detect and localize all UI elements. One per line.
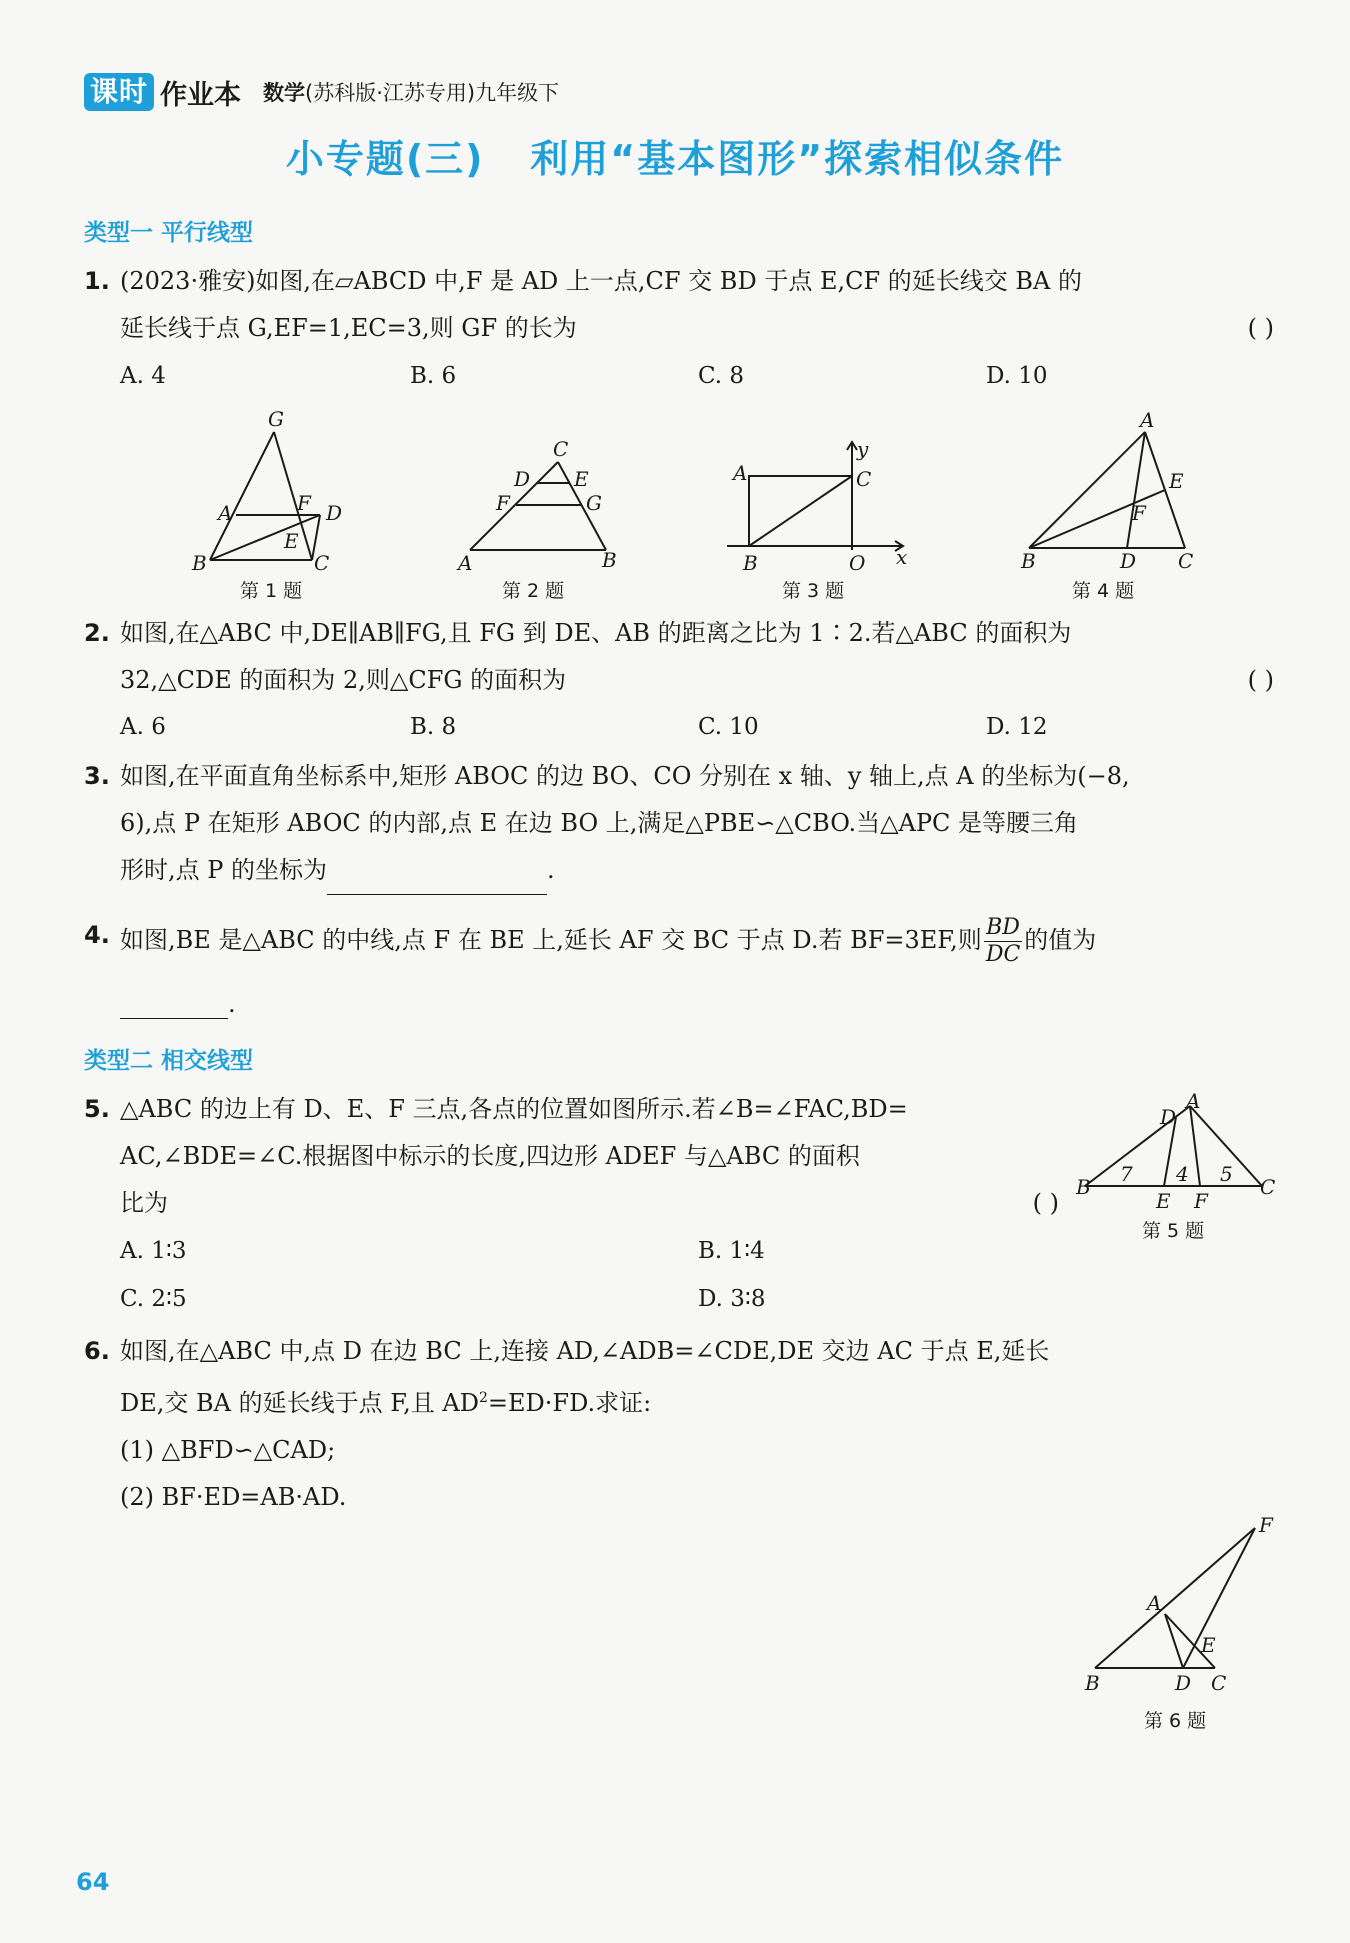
fig-label: C (553, 437, 569, 461)
question-text: 如图,在△ABC 中,DE∥AB∥FG,且 FG 到 DE、AB 的距离之比为 1∶2.若△ABC 的面积为 (120, 619, 1072, 647)
fig-line (1029, 432, 1145, 548)
fig-label: E (284, 529, 299, 553)
fig-label: D (326, 501, 343, 525)
question-5 (84, 1086, 1059, 1227)
figure-5 (1070, 1090, 1280, 1220)
fig-label: A (1186, 1089, 1201, 1113)
option-c: C. 8 (698, 363, 745, 389)
question-text: =ED·FD.求证: (487, 1389, 652, 1417)
fig-label: F (297, 491, 311, 515)
fig-label: 4 (1176, 1162, 1189, 1186)
fig-label: x (896, 545, 908, 569)
figure-caption-1: 第 1 题 (240, 580, 303, 602)
edition: (苏科版·江苏专用)九年级下 (305, 81, 560, 105)
question-text: 32,△CDE 的面积为 2,则△CFG 的面积为 (120, 666, 567, 694)
option-a: A. 1∶3 (120, 1238, 187, 1264)
answer-blank (120, 990, 228, 1019)
fig-label: 5 (1220, 1162, 1233, 1186)
fig-label: C (1211, 1671, 1227, 1695)
page-title: 小专题(三) 利用“基本图形”探索相似条件 (285, 137, 1065, 181)
option-b: B. 1∶4 (698, 1238, 765, 1264)
figure-caption-5: 第 5 题 (1142, 1220, 1205, 1242)
fig-label: B (192, 551, 207, 575)
fig-label: A (218, 501, 233, 525)
superscript: 2 (479, 1390, 488, 1406)
question-1 (84, 258, 1274, 352)
fraction-denominator: DC (985, 942, 1021, 967)
question-text: . (547, 856, 555, 884)
fig-label: A (1140, 408, 1155, 432)
fig-label: G (586, 491, 602, 515)
fig-label: G (268, 407, 284, 431)
question-number: 6. (84, 1337, 110, 1365)
figure-caption-2: 第 2 题 (502, 580, 565, 602)
fig-label: C (314, 551, 330, 575)
question-text: AC,∠BDE=∠C.根据图中标示的长度,四边形 ADEF 与△ABC 的面积 (120, 1142, 860, 1170)
fig-label: B (1076, 1175, 1091, 1199)
question-text: 延长线于点 G,EF=1,EC=3,则 GF 的长为 (120, 314, 577, 342)
fig-label: y (857, 437, 869, 461)
header (84, 72, 559, 112)
fig-label: D (1160, 1105, 1177, 1129)
question-number: 1. (84, 267, 110, 295)
question-part-1: (1) △BFD∽△CAD; (120, 1436, 336, 1464)
fig-line (1183, 1528, 1255, 1668)
fig-label: A (733, 461, 748, 485)
question-3 (84, 753, 1274, 895)
question-text: 如图,BE 是△ABC 的中线,点 F 在 BE 上,延长 AF 交 BC 于点 D.若 BF=3EF,则 (120, 926, 982, 954)
fig-label: A (1147, 1591, 1162, 1615)
figure-caption-3: 第 3 题 (782, 580, 845, 602)
question-number: 3. (84, 762, 110, 790)
figure-2 (452, 437, 632, 575)
fig-label: E (1201, 1633, 1216, 1657)
option-c: C. 2∶5 (120, 1286, 187, 1312)
option-b: B. 8 (410, 714, 457, 740)
fig-label: E (574, 467, 589, 491)
option-c: C. 10 (698, 714, 759, 740)
subject-line (263, 77, 559, 107)
section-heading-two: 类型二 相交线型 (84, 1048, 254, 1074)
q4-answer-line (120, 990, 236, 1019)
fig-label: D (514, 467, 531, 491)
fig-label: B (743, 551, 758, 575)
question-text: 比为 (120, 1189, 168, 1217)
question-text: 如图,在△ABC 中,点 D 在边 BC 上,连接 AD,∠ADB=∠CDE,DE 交边 AC 于点 E,延长 (120, 1337, 1050, 1365)
figure-3 (725, 438, 925, 573)
answer-paren: ( ) (1247, 666, 1274, 694)
question-text: 形时,点 P 的坐标为 (120, 856, 328, 884)
question-text: . (228, 990, 236, 1018)
fig-label: A (458, 551, 473, 575)
fig-line (210, 432, 274, 560)
fig-label: 7 (1120, 1162, 1133, 1186)
brand-text: 作业本 (160, 79, 242, 111)
brand-logo: 课时 (84, 73, 154, 111)
question-text: 6),点 P 在矩形 ABOC 的内部,点 E 在边 BO 上,满足△PBE∽△CBO.当△APC 是等腰三角 (120, 809, 1079, 837)
answer-paren: ( ) (1032, 1189, 1059, 1217)
option-a: A. 4 (120, 363, 166, 389)
answer-blank (327, 847, 547, 895)
fig-line (749, 476, 852, 546)
question-number: 4. (84, 921, 110, 949)
section-heading-one: 类型一 平行线型 (84, 220, 254, 246)
figure-1 (190, 407, 370, 580)
fraction-bd-dc (984, 915, 1022, 968)
question-text: (2023·雅安)如图,在▱ABCD 中,F 是 AD 上一点,CF 交 BD 于点 E,CF 的延长线交 BA 的 (120, 267, 1082, 295)
fig-label: O (849, 551, 866, 575)
fig-label: F (1194, 1189, 1208, 1213)
fig-label: F (496, 491, 510, 515)
fig-line (1190, 1106, 1200, 1186)
fig-label: E (1156, 1189, 1171, 1213)
option-b: B. 6 (410, 363, 457, 389)
option-d: D. 10 (986, 363, 1048, 389)
fig-label: F (1259, 1513, 1273, 1537)
figure-caption-4: 第 4 题 (1072, 580, 1135, 602)
fig-label: B (602, 548, 617, 572)
question-text: 的值为 (1024, 926, 1097, 954)
page-number: 64 (76, 1868, 110, 1896)
question-4 (84, 912, 1274, 968)
answer-paren: ( ) (1247, 314, 1274, 342)
subject: 数学 (263, 81, 306, 105)
fig-label: D (1120, 549, 1137, 573)
question-number: 5. (84, 1095, 110, 1123)
fig-line (1127, 432, 1145, 548)
question-6 (84, 1328, 1274, 1521)
fig-label: D (1175, 1671, 1192, 1695)
question-2 (84, 610, 1274, 704)
option-a: A. 6 (120, 714, 166, 740)
fig-label: C (1178, 549, 1194, 573)
figure-6 (1085, 1513, 1285, 1695)
question-part-2: (2) BF·ED=AB·AD. (120, 1483, 347, 1511)
fig-label: B (1021, 549, 1036, 573)
fraction-numerator: BD (984, 915, 1022, 942)
question-text: △ABC 的边上有 D、E、F 三点,各点的位置如图所示.若∠B=∠FAC,BD= (120, 1095, 908, 1123)
fig-label: B (1085, 1671, 1100, 1695)
question-text: 如图,在平面直角坐标系中,矩形 ABOC 的边 BO、CO 分别在 x 轴、y 轴上,点 A 的坐标为(−8, (120, 762, 1130, 790)
fig-label: C (856, 467, 872, 491)
figure-caption-6: 第 6 题 (1144, 1710, 1207, 1732)
question-number: 2. (84, 619, 110, 647)
figure-4 (1015, 410, 1215, 575)
fig-label: C (1260, 1175, 1276, 1199)
fig-line (1165, 1614, 1183, 1668)
option-d: D. 3∶8 (698, 1286, 766, 1312)
question-text: DE,交 BA 的延长线于点 F,且 AD (120, 1389, 479, 1417)
fig-label: F (1132, 501, 1146, 525)
fig-label: E (1169, 469, 1184, 493)
option-d: D. 12 (986, 714, 1048, 740)
